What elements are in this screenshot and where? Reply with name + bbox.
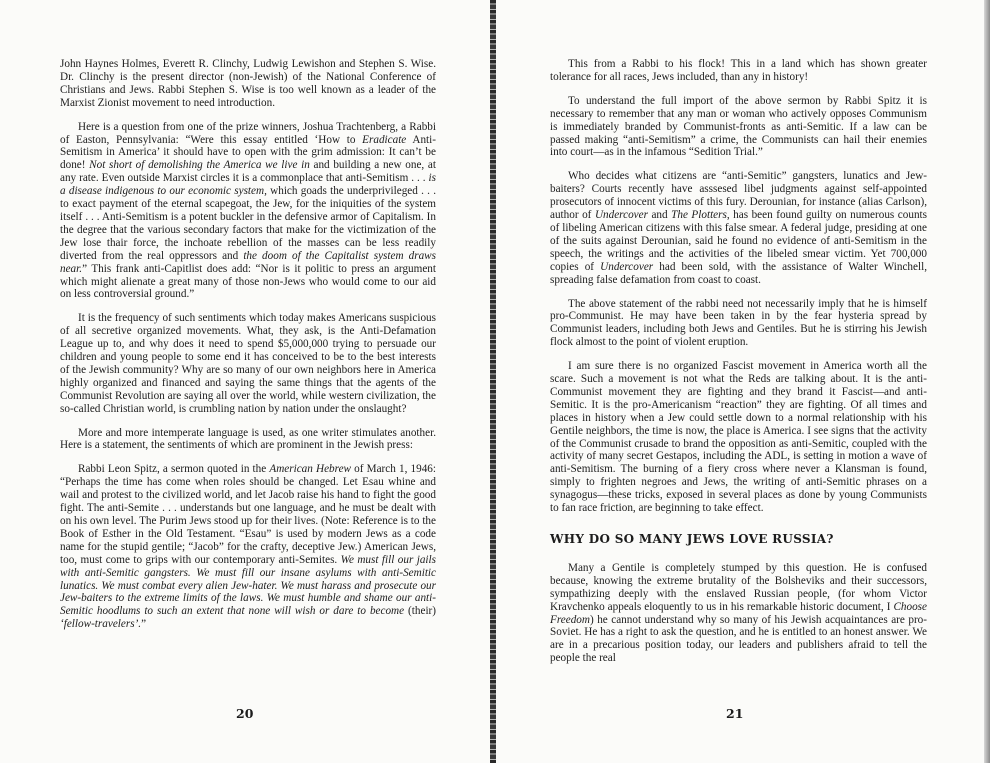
text-run: This from a Rabbi to his flock! This in a land which has shown greater tolerance for all races, Jews included, than any in history!: [550, 58, 927, 83]
page-number-right: 21: [726, 706, 744, 721]
text-run: Rabbi Leon Spitz, a sermon quoted in the: [78, 463, 270, 476]
italic-text-run: ‘fellow-travelers’.: [60, 618, 142, 631]
paragraph: [550, 360, 927, 515]
left-text-column: [60, 58, 436, 642]
italic-text-run: Undercover: [594, 209, 648, 222]
text-run: Who decides what citizens are “anti-Semitic” gangsters, lunatics and Jew-baiters? Courts recently have asssesed libel judgments against self-appointed prosecutors of innocent victims of this fury. Derounian, for instance (alias Carlson), author of: [550, 170, 927, 222]
text-run: ” This frank anti-Capitlist does add: “Nor is it politic to press an argument which might alienate a great many of those non-Jews who would come to our aid on less controversial ground.”: [60, 262, 436, 301]
right-text-column: [550, 58, 927, 676]
left-page: [0, 0, 492, 763]
text-run: John Haynes Holmes, Everett R. Clinchy, Ludwig Lewishon and Stephen S. Wise. Dr. Clinchy is the present director (non-Jewish) of the National Conference of Christians and Jews. Rabbi Stephen S. Wise is too well known as a leader of the Marxist Zionist movement to need introduction.: [60, 58, 436, 109]
text-run: To understand the full import of the above sermon by Rabbi Spitz it is necessary to remember that any man or woman who actively opposes Communism is immediately branded by Communist-fronts as anti-Semitic. If a law can be passed making “anti-Semitism” a crime, the Communists can hail their enemies into court—as in the infamous “Sedition Trial.”: [550, 94, 927, 159]
text-run: and: [647, 209, 672, 222]
italic-text-run: the doom of the Capitalist system draws near.: [60, 249, 436, 275]
text-run: ) he cannot understand why so many of his Jewish acquaintances are pro-Soviet. He has a right to ask the question, and he is entitled to an honest answer. We are in a precarious position today, our leaders and publishers afraid to tell the people the real: [550, 613, 927, 665]
italic-text-run: The Plotters: [671, 209, 727, 222]
right-paragraphs-bottom: [550, 562, 927, 665]
text-run: Anti-Semitism in America’ it should have to open with the grim admission: It can’t be done!: [60, 133, 436, 172]
italic-text-run: Not short of demolishing the America we live in: [89, 159, 310, 172]
paragraph: [60, 312, 436, 415]
paragraph: [60, 58, 436, 110]
italic-text-run: Choose Freedom: [550, 600, 927, 626]
text-run: I am sure there is no organized Fascist movement in America worth all the scare. Such a movement is not what the Reds are talking about. It is the anti-Communist movement they are fighting and they brand it Fascist—and anti-Semitic. It is the pro-Americanism “reaction” they are fighting. Of all times and places in history when a Jew could settle down to a normal relationship with his Gentile neighbors, the time is now, the place is America. I see signs that the activity of the Communist crusade to brand the opposition as anti-Semitic, coupled with the activity of many secret Gestapos, including the ADL, is setting in motion a wave of anti-Semitism. The burning of a fiery cross where never a Klansman is found, simply to frighten negroes and Jews, the writing of anti-Semitic phrases on a synagogus—these tricks, exposed in several places as done by young Communists to fan race friction, are beginning to take effect.: [550, 360, 927, 515]
section-heading: WHY DO SO MANY JEWS LOVE RUSSIA?: [550, 532, 834, 546]
text-run: Many a Gentile is completely stumped by this question. He is confused because, knowing the extreme brutality of the Bolsheviks and their successors, sympathizing deeply with the enslaved Russian people, (for whom Victor Kravchenko appeals eloquently to us in his remarkable historic document, I: [550, 561, 927, 613]
text-run: More and more intemperate language is used, as one writer stimulates another. Here is a statement, the sentiments of which are prominent in the Jewish press:: [60, 426, 436, 452]
right-page: [496, 0, 990, 763]
text-run: and building a new one, at any rate. Even outside Marxist circles it is a commonplace that anti-Semitism . . .: [60, 159, 436, 185]
paragraph: [550, 95, 927, 160]
text-run: (their): [404, 605, 437, 618]
paragraph: [550, 298, 927, 350]
page-number-left: 20: [236, 706, 254, 721]
text-run: It is the frequency of such sentiments which today makes Americans suspicious of all secretive organized movements. What, they ask, is the Anti-Defamation League up to, and why does it need to spend $5,000,000 trying to persuade our children and young people to some end it has conceived to be to the best interests of the Jewish community? Why are so many of our own neighbors here in America highly organized and financed and saying the same things that the agents of the Communist Revolution are saying all over the world, while western civilization, the so-called Christian world, is crumbling nation by nation under the onslaught?: [60, 312, 436, 415]
paragraph: [60, 121, 436, 302]
paragraph: [550, 58, 927, 84]
text-run: Here is a question from one of the prize winners, Joshua Trachtenberg, a Rabbi of Easton, Pennsylvania: “Were this essay entitled ‘How to: [60, 120, 436, 146]
italic-text-run: Eradicate: [362, 133, 407, 146]
page-edge: [984, 0, 990, 763]
text-run: The above statement of the rabbi need not necessarily imply that he is himself pro-Communist. He may have been taken in by the fear hysteria spread by Communist leaders, including both Jews and Gentiles. But he is stirring his Jewish flock almost to the point of violent eruption.: [550, 297, 927, 349]
italic-text-run: American Hebrew: [269, 463, 352, 476]
text-run: , has been found guilty on numerous counts of libeling American citizens with this false smear. A federal judge, presiding at one of the suits against Derounian, said he found no evidence of anti-Semitism in the speech, the writings and the activities of the libeled smear victim. Yet 700,000 copies of: [550, 209, 927, 273]
paragraph: [550, 562, 927, 665]
text-run: had been sold, with the assistance of Walter Winchell, spreading false defamation from coast to coast.: [550, 260, 928, 286]
italic-text-run: Undercover: [600, 260, 654, 273]
paragraph: [60, 427, 436, 453]
right-paragraphs-top: [550, 58, 927, 515]
italic-text-run: We must fill our jails with anti-Semitic gangsters. We must fill our insane asylums with anti-Semitic lunatics. We must combat every alien Jew-hater. We must harass and prosecute our Jew-baiters to the extreme limits of the laws. We must humble and shame our anti-Semitic hoodlums to such an extent that none will wish or dare to become: [60, 553, 437, 618]
italic-text-run: is a disease indigenous to our economic system,: [60, 172, 436, 198]
text-run: ”: [141, 618, 147, 631]
text-run: of March 1, 1946: “Perhaps the time has come when roles should be changed. Let Esau whine and wail and protest to the civilized world, and let Jacob raise his hand to fight the good fight. The anti-Semite . . . understands but one language, and he must be dealt with on his own level. The Purim Jews stood up for their lives. (Note: Reference is to the Book of Esther in the Old Testament. “Esau” is used by modern Jews as a code name for the stupid gentile; “Jacob” for the crafty, deceptive Jew.) American Jews, too, must come to grips with our contemporary anti-Semites.: [60, 463, 436, 566]
paragraph: [60, 463, 436, 631]
text-run: which goads the underprivileged . . . to exact payment of the eternal scapegoat, the Jew, for the iniquities of the system itself . . . Anti-Semitism is a potent buckler in the defensive armor of Capitalism. In the degree that the various secondary factors that make for the victimization of the Jew lose thair force, the inchoate rebellion of the masses can be less readily diverted from the real oppressors and: [60, 185, 437, 262]
paragraph: [550, 170, 927, 286]
